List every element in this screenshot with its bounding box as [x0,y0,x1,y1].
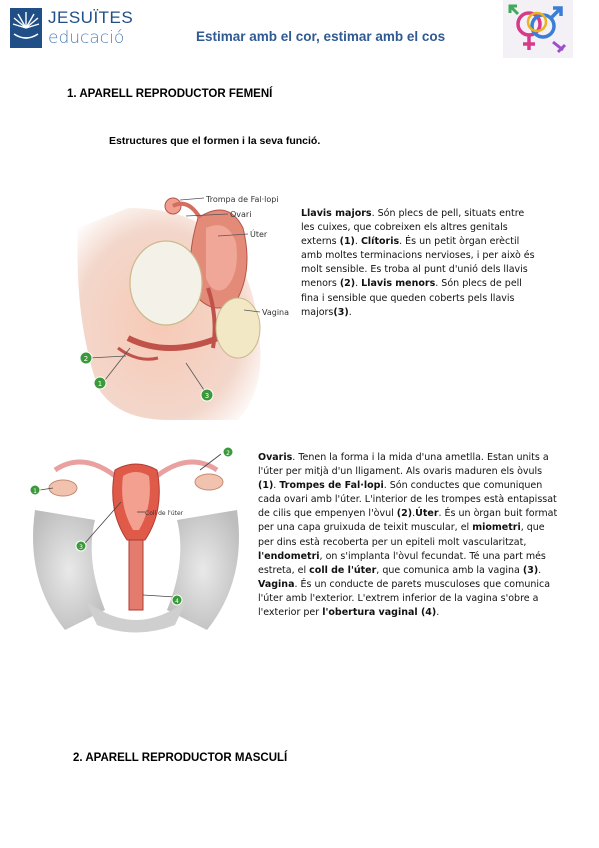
svg-text:3: 3 [204,392,210,400]
marker-4 [172,595,182,605]
text-run: . Tenen la forma i la mida d'una ametlla. Estan units a l'úter per mitjà d'un lligament. Als ovaris maduren els òvuls [258,452,549,478]
text-run: Llavis menors [361,278,436,290]
text-run: (3) [333,306,349,318]
text-run: . [354,236,361,248]
section-title-female: 1. APARELL REPRODUCTOR FEMENÍ [67,88,273,100]
paragraph-external-genitals [301,207,535,320]
page-header-title: Estimar amb el cor, estimar amb el cos [196,29,446,44]
text-run: . És un conducte de parets musculoses que comunica l'úter amb l'exterior. L'extrem inferior de la vagina s'obre a l'exterior per [258,578,551,619]
text-run: Vagina [258,578,295,590]
text-run: (2) [396,508,413,520]
text-run: Úter [415,508,439,520]
svg-text:2: 2 [226,450,230,457]
gender-symbols-icon [503,0,573,58]
marker-1 [94,377,106,389]
text-run: . Són plecs de pell, situats entre les cuixes, que cobreixen els altres genitals externs [301,208,525,248]
svg-text:1: 1 [33,488,37,495]
svg-text:4: 4 [175,598,179,605]
logo-title: JESUÏTES [48,8,134,27]
text-run: . [436,607,440,619]
text-run: . [412,508,416,520]
text-run: , on s'implanta l'òvul fecundat. Té una part més estreta, el [258,550,546,576]
svg-text:1: 1 [97,380,103,388]
paragraph-internal-organs [258,451,558,620]
marker-2 [80,352,92,364]
text-run: (1) [258,480,274,492]
jesuites-logo [10,8,134,50]
marker-2 [223,447,233,457]
section-title-male: 2. APARELL REPRODUCTOR MASCULÍ [73,752,288,764]
text-run: l'obertura vaginal (4) [322,607,437,619]
text-run: Llavis majors [301,208,372,219]
female-sagittal-illustration [68,188,294,420]
text-run: (1) [339,236,355,248]
logo-subtitle: educació [48,28,125,48]
text-run: . És un òrgan buit format per una capa gruixuda de teixit muscular, el [258,508,558,534]
label-cervix: Coll de l'úter [145,510,184,517]
text-run: (3) [522,564,539,576]
text-run: , que per dins està recoberta per un epiteli molt vascularitzat, [258,522,545,548]
label-fallopian-tube: Trompa de Fal·lopi [206,195,279,204]
label-uterus: Úter [250,230,268,239]
text-run: (2) [339,278,356,290]
text-run: Ovaris [258,452,293,463]
text-run: . [538,564,542,576]
text-run: coll de l'úter [309,564,377,576]
text-run: miometri [472,522,521,534]
text-run: . És un petit òrgan erèctil amb moltes terminacions nervioses, i per això és molt sensible. Es troba al punt d'unió dels llavis menors [301,236,535,290]
text-run: . [273,480,280,492]
text-run: . Són plecs de pell fina i sensible que queden coberts pels llavis majors [301,278,522,318]
marker-3 [76,541,86,551]
text-run: . [355,278,362,290]
text-run: . Són conductes que comuniquen cada ovari amb l'úter. L'interior de les trompes està entapissat de cilis que empenyen l'òvul [258,480,557,520]
text-run: Clítoris [360,236,400,248]
marker-3 [201,389,213,401]
label-ovary: Ovari [230,210,252,219]
text-run: l'endometri [258,550,320,562]
svg-text:2: 2 [83,355,89,363]
marker-1 [30,485,40,495]
text-run: . [348,306,352,318]
section-subtitle: Estructures que el formen i la seva funció. [109,135,321,147]
label-vagina: Vagina [262,308,290,317]
jesuites-emblem-icon [10,8,42,48]
svg-text:3: 3 [79,544,83,551]
text-run: Trompes de Fal·lopi [279,480,384,492]
text-run: , que comunica amb la vagina [376,564,523,576]
female-frontal-illustration [25,440,247,640]
